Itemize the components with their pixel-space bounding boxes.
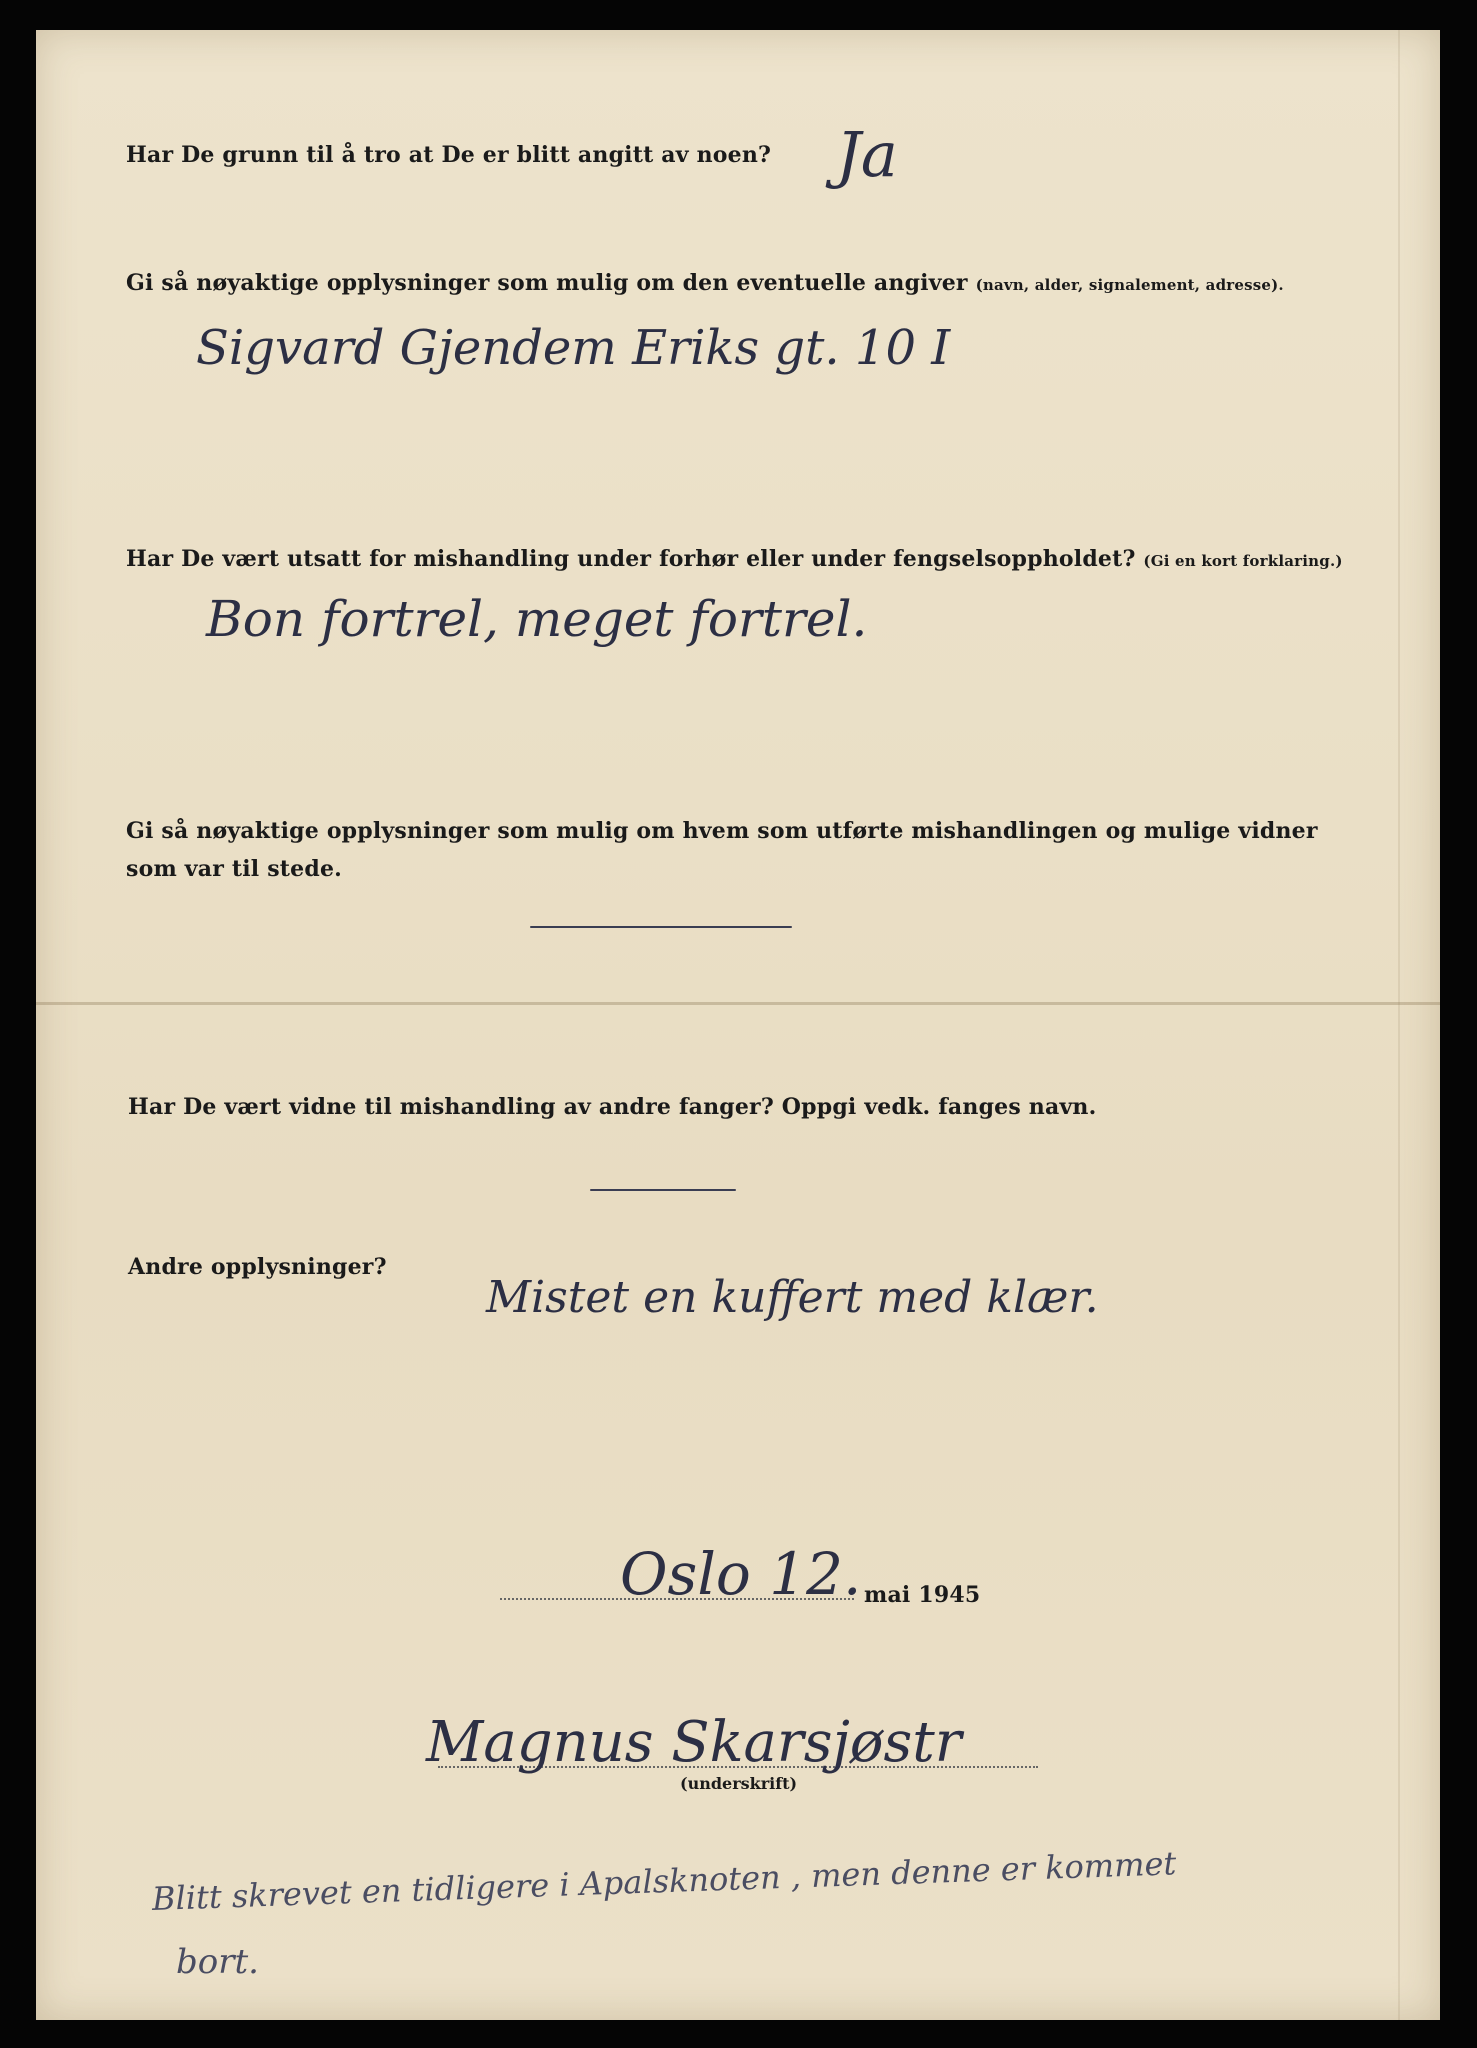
answer-informer: Sigvard Gjendem Eriks gt. 10 I <box>196 320 951 376</box>
question-informer <box>126 270 1284 296</box>
document-page <box>36 30 1440 2020</box>
signature-label: (underskrift) <box>680 1774 798 1793</box>
answer-mistreatment: Bon fortrel, meget fortrel. <box>206 590 868 648</box>
answer-denounced: Ja <box>836 118 898 191</box>
question-denounced: Har De grunn til å tro at De er blitt angitt av noen? <box>126 142 772 168</box>
answer-witness-dash <box>590 1189 736 1191</box>
answer-other-info: Mistet en kuffert med klær. <box>486 1272 1099 1323</box>
question-mistreatment-hint: (Gi en kort forklaring.) <box>1143 552 1343 570</box>
question-perpetrator-line1: Gi så nøyaktige opplysninger som mulig om hvem som utførte mishandlingen og mulige vidner <box>126 818 1318 844</box>
question-mistreatment <box>126 546 1343 572</box>
date-place-day: Oslo 12. <box>620 1540 862 1608</box>
question-informer-hint: (navn, alder, signalement, adresse). <box>975 276 1284 294</box>
question-other-info: Andre opplysninger? <box>128 1254 387 1280</box>
fold-crease <box>36 1002 1440 1005</box>
question-perpetrator-line2: som var til stede. <box>126 856 343 882</box>
fold-crease-vertical <box>1398 30 1400 2020</box>
date-month-year: mai 1945 <box>864 1582 981 1608</box>
note-line2: bort. <box>176 1942 259 1982</box>
note-line1: Blitt skrevet en tidligere i Apalsknoten , men denne er kommet <box>151 1844 1177 1918</box>
question-mistreatment-text: Har De vært utsatt for mishandling under forhør eller under fengselsoppholdet? <box>126 546 1136 572</box>
question-witness: Har De vært vidne til mishandling av andre fanger? Oppgi vedk. fanges navn. <box>128 1094 1097 1120</box>
question-informer-text: Gi så nøyaktige opplysninger som mulig om den eventuelle angiver <box>126 270 968 296</box>
signature: Magnus Skarsjøstr <box>426 1710 962 1775</box>
answer-perpetrator-dash <box>530 926 792 928</box>
